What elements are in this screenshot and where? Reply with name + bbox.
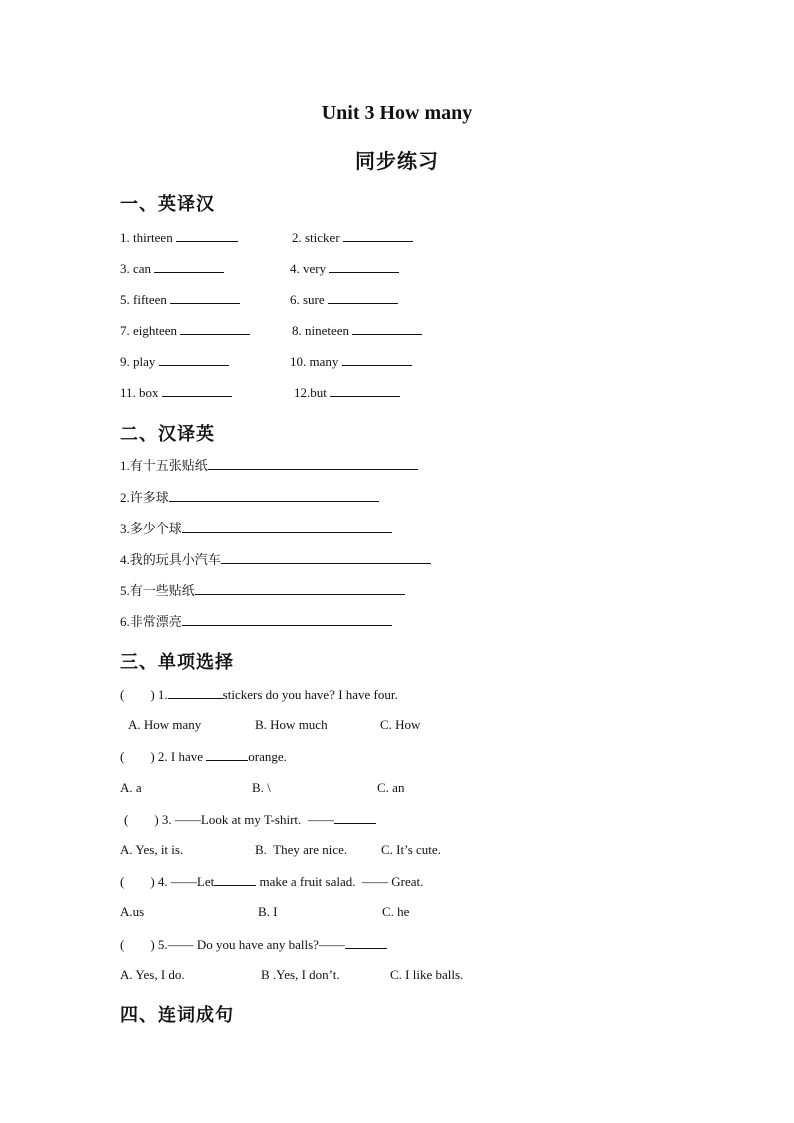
answer-blank[interactable] [206,748,248,761]
section-heading-multiple-choice: 三、单项选择 [120,652,234,672]
answer-blank[interactable] [169,489,379,502]
translation-item: 3.多少个球 [120,520,392,537]
translation-item: 5.有一些贴纸 [120,582,405,599]
answer-blank[interactable] [168,686,223,699]
answer-blank[interactable] [345,936,387,949]
option-b[interactable]: B. I [258,904,278,919]
answer-blank[interactable] [334,811,376,824]
answer-blank[interactable] [343,229,413,242]
option-c[interactable]: C. It’s cute. [381,842,441,857]
option-c[interactable]: C. I like balls. [390,967,464,982]
vocab-item: 12.but [294,384,400,401]
vocab-item: 1. thirteen [120,229,238,246]
option-a[interactable]: A.us [120,904,145,919]
option-b[interactable]: B .Yes, I don’t. [261,967,340,982]
question-5: ( ) 5.—— Do you have any balls?—— [120,936,387,953]
translation-item: 4.我的玩具小汽车 [120,551,431,568]
answer-blank[interactable] [154,260,224,273]
answer-blank[interactable] [182,520,392,533]
option-b[interactable]: B. \ [252,780,271,795]
option-c[interactable]: C. he [382,904,410,919]
answer-blank[interactable] [162,384,232,397]
option-a[interactable]: A. Yes, it is. [120,842,184,857]
option-c[interactable]: C. How [380,717,421,732]
question-1: ( ) 1. stickers do you have? I have four. [120,687,398,702]
question-2: ( ) 2. I have orange. [120,749,287,764]
vocab-item: 9. play [120,353,229,370]
vocab-item: 6. sure [290,291,398,308]
answer-blank[interactable] [182,613,392,626]
section-heading-en-to-zh: 一、英译汉 [120,194,215,214]
answer-blank[interactable] [328,291,398,304]
answer-blank[interactable] [170,291,240,304]
answer-blank[interactable] [352,322,422,335]
answer-blank[interactable] [214,873,256,886]
vocab-item: 7. eighteen [120,322,250,339]
option-b[interactable]: B. They are nice. [255,842,348,857]
page-title: Unit 3 How many [321,102,473,124]
vocab-item: 10. many [290,353,412,370]
answer-blank[interactable] [221,551,431,564]
option-a[interactable]: A. Yes, I do. [120,967,185,982]
answer-blank[interactable] [330,384,400,397]
option-a[interactable]: A. a [120,780,142,795]
translation-item: 1.有十五张贴纸 [120,457,418,474]
question-4: ( ) 4. ——Let make a fruit salad. —— Great. [120,874,424,889]
translation-item: 2.许多球 [120,489,379,506]
option-a[interactable]: A. How many [128,717,202,732]
page-subtitle: 同步练习 [355,151,439,173]
vocab-item: 4. very [290,260,399,277]
section-heading-sentence-building: 四、连词成句 [120,1005,234,1025]
vocab-item: 5. fifteen [120,291,240,308]
answer-blank[interactable] [159,353,229,366]
section-heading-zh-to-en: 二、汉译英 [120,424,215,444]
translation-item: 6.非常漂亮 [120,613,392,630]
option-b[interactable]: B. How much [255,717,328,732]
answer-blank[interactable] [342,353,412,366]
option-c[interactable]: C. an [377,780,405,795]
vocab-item: 3. can [120,260,224,277]
vocab-item: 8. nineteen [292,322,422,339]
answer-blank[interactable] [195,582,405,595]
answer-blank[interactable] [329,260,399,273]
vocab-item: 11. box [120,384,232,401]
vocab-item: 2. sticker [292,229,413,246]
answer-blank[interactable] [180,322,250,335]
question-3: ( ) 3. ——Look at my T-shirt. —— [124,811,376,828]
answer-blank[interactable] [208,457,418,470]
answer-blank[interactable] [176,229,238,242]
